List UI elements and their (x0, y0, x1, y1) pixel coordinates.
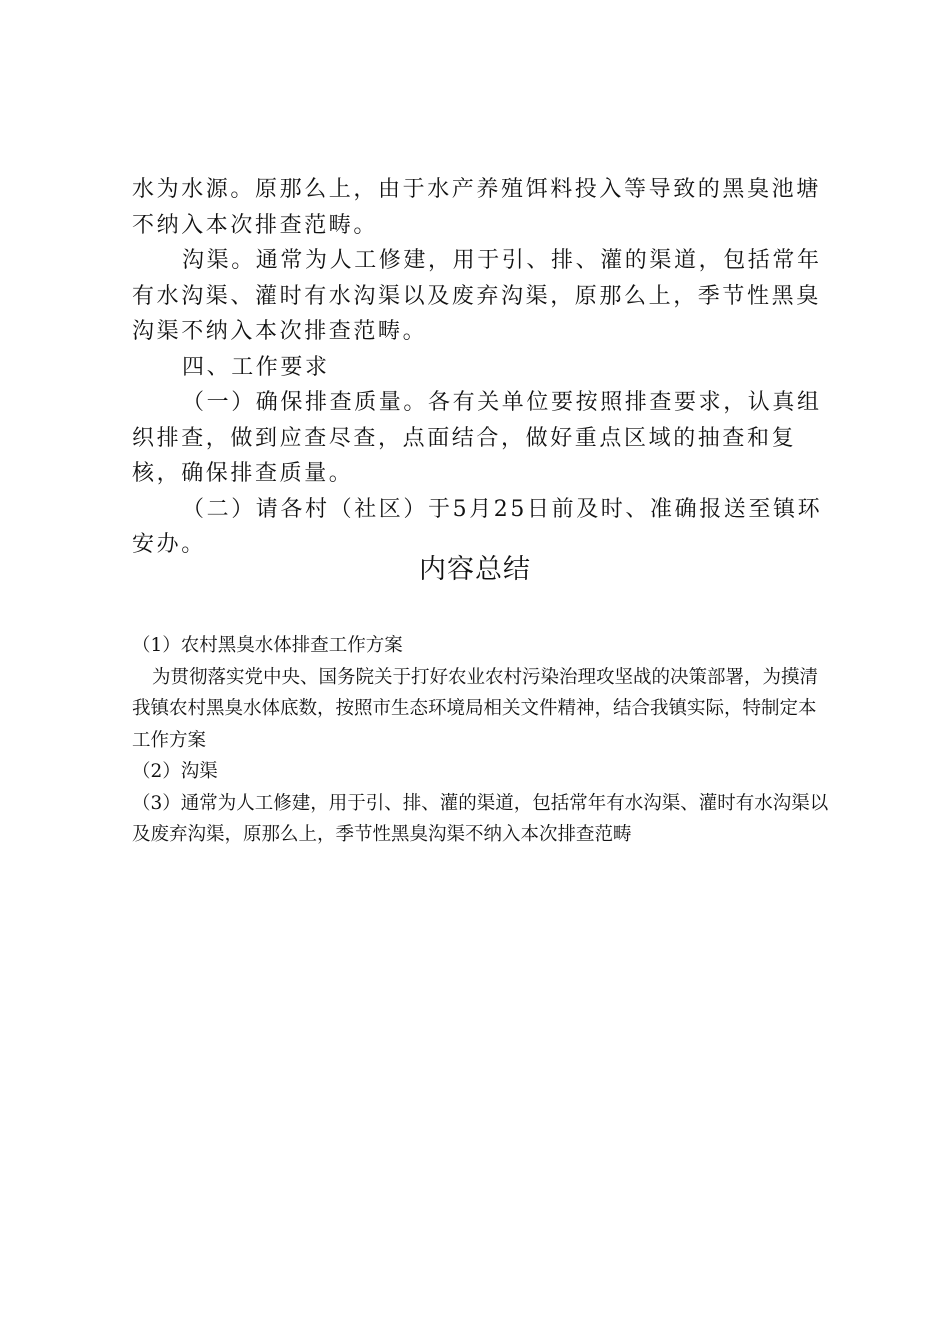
summary-title: 内容总结 (419, 554, 531, 585)
summary-item-1-text: 为贯彻落实党中央、国务院关于打好农业农村污染治理攻坚战的决策部署，为摸清我镇农村黑臭水体底数，按照市生态环境局相关文件精神，结合我镇实际，特制定本工作方案 (132, 666, 819, 751)
summary-item-2: （2）沟渠 (132, 761, 218, 782)
requirement-2: （二）请各村（社区）于5月25日前及时、准确报送至镇环安办。 (132, 496, 823, 557)
document-body (132, 172, 832, 563)
paragraph-water-source: 水为水源。原那么上，由于水产养殖饵料投入等导致的黑臭池塘不纳入本次排查范畴。 (132, 177, 821, 238)
paragraph-ditches: 沟渠。通常为人工修建，用于引、排、灌的渠道，包括常年有水沟渠、灌时有水沟渠以及废弃沟渠，原那么上，季节性黑臭沟渠不纳入本次排查范畴。 (132, 248, 822, 344)
summary-item-3: （3）通常为人工修建，用于引、排、灌的渠道，包括常年有水沟渠、灌时有水沟渠以及废弃沟渠，原那么上，季节性黑臭沟渠不纳入本次排查范畴 (132, 792, 829, 845)
section-heading-work-requirements: 四、工作要求 (182, 354, 330, 380)
summary-item-1: （1）农村黑臭水体排查工作方案 (132, 635, 403, 656)
requirement-1: （一）确保排查质量。各有关单位要按照排查要求，认真组织排查，做到应查尽查，点面结合，做好重点区域的抽查和复核，确保排查质量。 (132, 390, 822, 486)
summary-section (132, 630, 832, 851)
